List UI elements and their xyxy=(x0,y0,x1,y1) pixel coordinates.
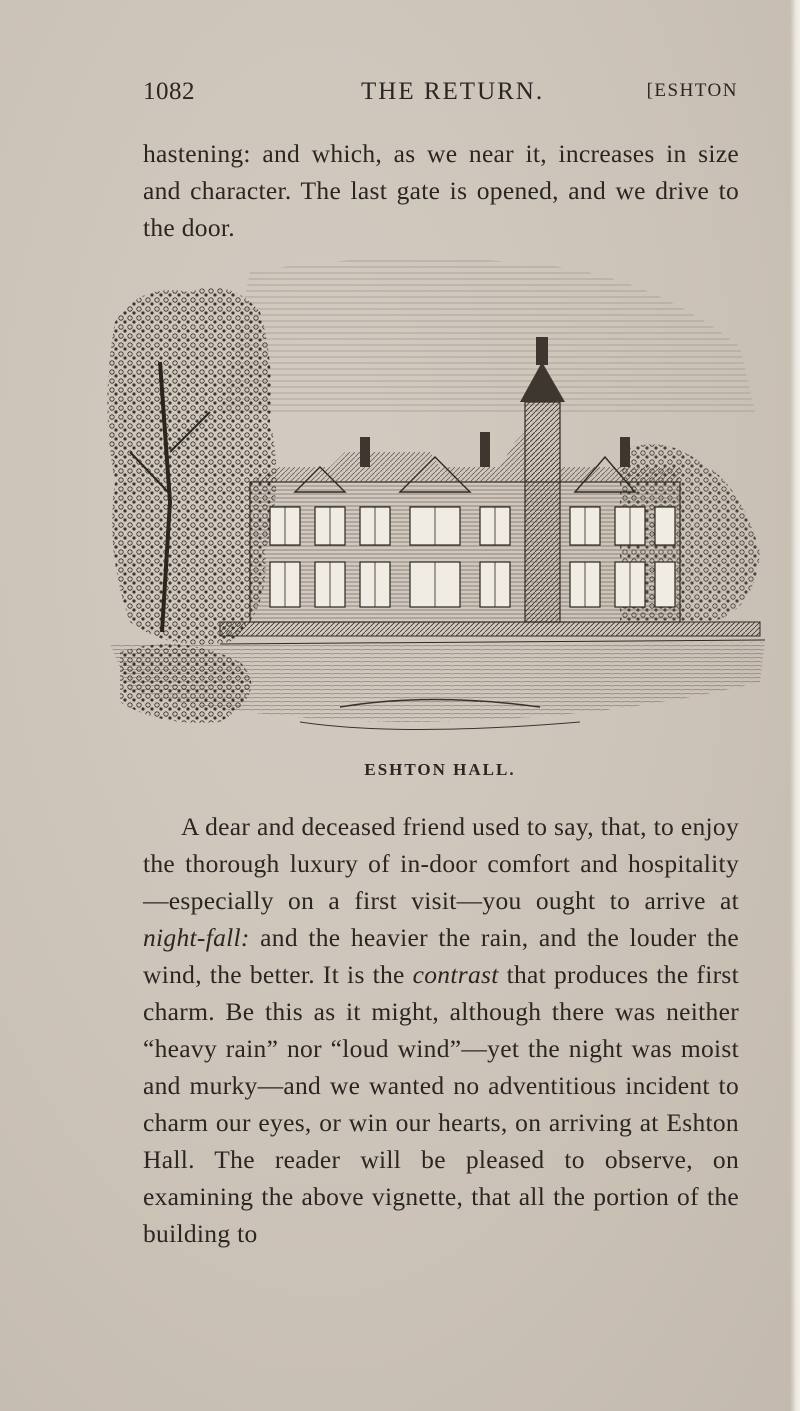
body-paragraph xyxy=(143,808,739,1252)
body-italic-nightfall: night-fall: xyxy=(143,923,250,952)
body-text-1: A dear and deceased friend used to say, that, to enjoy the thorough luxury of in-door comfort and hospitality—especially on a first visit—you ought to arrive at xyxy=(143,812,739,915)
body-italic-contrast: contrast xyxy=(412,960,499,989)
running-head xyxy=(143,78,738,112)
page-number: 1082 xyxy=(143,78,195,105)
page-edge xyxy=(790,0,800,1411)
body-text-2: and the heavier the rain, and the louder the wind, the better. It is the xyxy=(143,923,739,989)
body-text-3: that produces the first charm. Be this as it might, although there was neither “heavy rain” nor “loud wind”—yet the night was moist and murky—and we wanted no adventitious incident to charm our eyes, or win our hearts, on arriving at Eshton Hall. The reader will be pleased to observe, on examining the above vignette, that all the portion of the building to xyxy=(143,960,739,1248)
running-title: THE RETURN. xyxy=(361,78,545,105)
illustration-caption: ESHTON HALL. xyxy=(364,760,516,779)
eshton-hall-engraving xyxy=(100,252,770,748)
running-section: [ESHTON xyxy=(646,80,738,101)
intro-paragraph: hastening: and which, as we near it, increases in size and character. The last gate is opened, and we drive to the door. xyxy=(143,139,739,242)
